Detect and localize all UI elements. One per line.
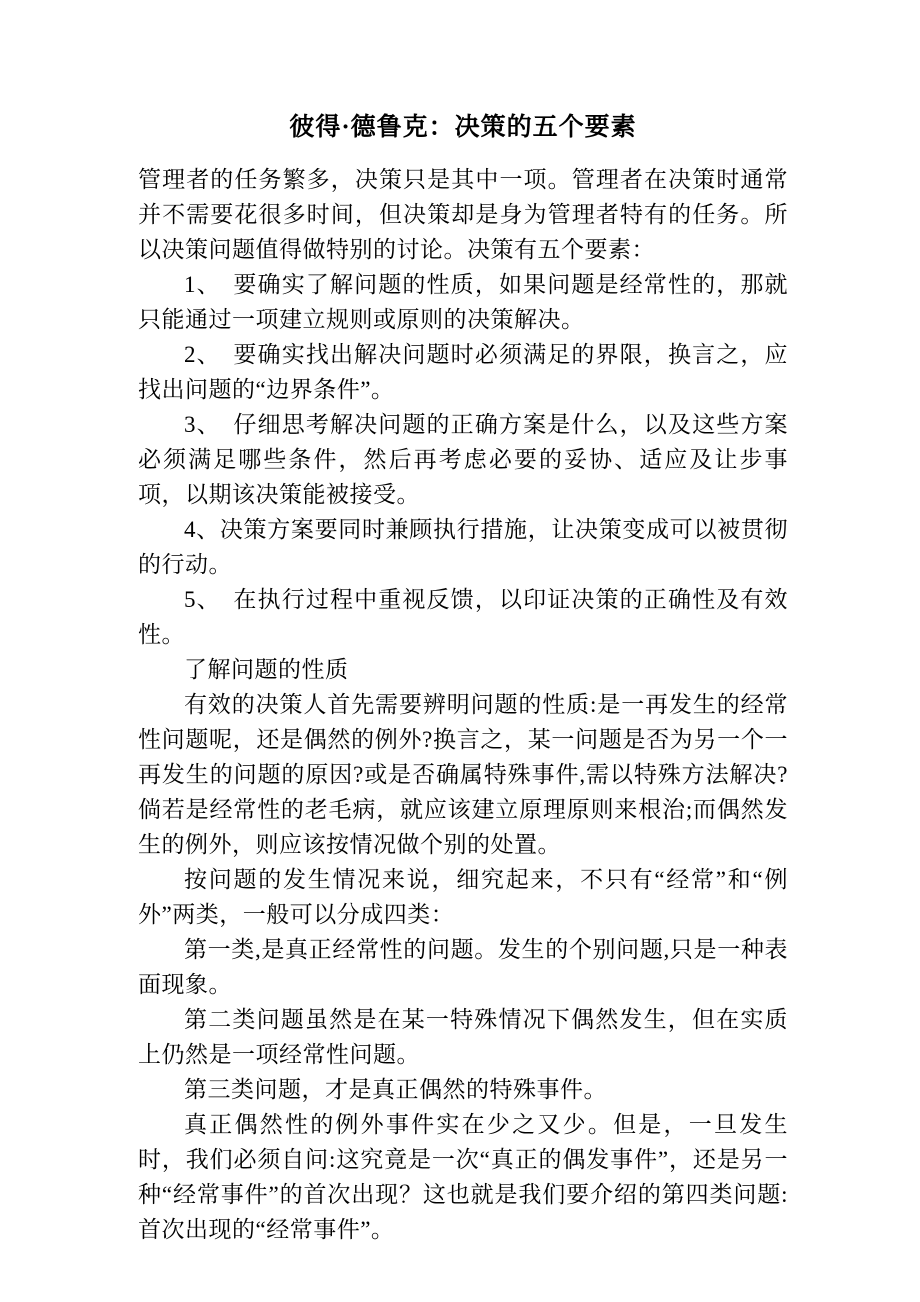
body-paragraph: 第二类问题虽然是在某一特殊情况下偶然发生，但在实质上仍然是一项经常性问题。 xyxy=(138,1007,788,1067)
body-paragraph: 第三类问题，才是真正偶然的特殊事件。 xyxy=(184,1077,607,1102)
intro-paragraph: 管理者的任务繁多，决策只是其中一项。管理者在决策时通常并不需要花很多时间，但决策却是身为管理者特有的任务。所以决策问题值得做特别的讨论。决策有五个要素： xyxy=(138,167,788,262)
body-paragraph: 有效的决策人首先需要辨明问题的性质:是一再发生的经常性问题呢，还是偶然的例外?换言之，某一问题是否为另一个一再发生的问题的原因?或是否确属特殊事件,需以特殊方法解决?倘若是经常性的老毛病，就应该建立原理原则来根治;而偶然发生的例外，则应该按情况做个别的处置。 xyxy=(138,692,788,857)
body-paragraph: 第一类,是真正经常性的问题。发生的个别问题,只是一种表面现象。 xyxy=(138,937,788,997)
list-item-1: 1、 要确实了解问题的性质，如果问题是经常性的，那就只能通过一项建立规则或原则的决策解决。 xyxy=(138,272,788,332)
body-paragraph: 按问题的发生情况来说，细究起来，不只有“经常”和“例外”两类，一般可以分成四类： xyxy=(138,867,788,927)
list-item-5: 5、 在执行过程中重视反馈，以印证决策的正确性及有效性。 xyxy=(138,587,788,647)
list-item-4: 4、决策方案要同时兼顾执行措施，让决策变成可以被贯彻的行动。 xyxy=(138,517,788,577)
list-item-2: 2、 要确实找出解决问题时必须满足的界限，换言之，应找出问题的“边界条件”。 xyxy=(138,342,788,402)
document-title: 彼得·德鲁克：决策的五个要素 xyxy=(289,114,637,141)
list-item-3: 3、 仔细思考解决问题的正确方案是什么，以及这些方案必须满足哪些条件，然后再考虑必要的妥协、适应及让步事项，以期该决策能被接受。 xyxy=(138,412,788,507)
body-paragraph: 真正偶然性的例外事件实在少之又少。但是，一旦发生时，我们必须自问:这究竟是一次“真正的偶发事件”，还是另一种“经常事件”的首次出现？这也就是我们要介绍的第四类问题:首次出现的“经常事件”。 xyxy=(138,1112,788,1242)
section-heading: 了解问题的性质 xyxy=(184,657,349,682)
document-body xyxy=(138,162,788,1247)
